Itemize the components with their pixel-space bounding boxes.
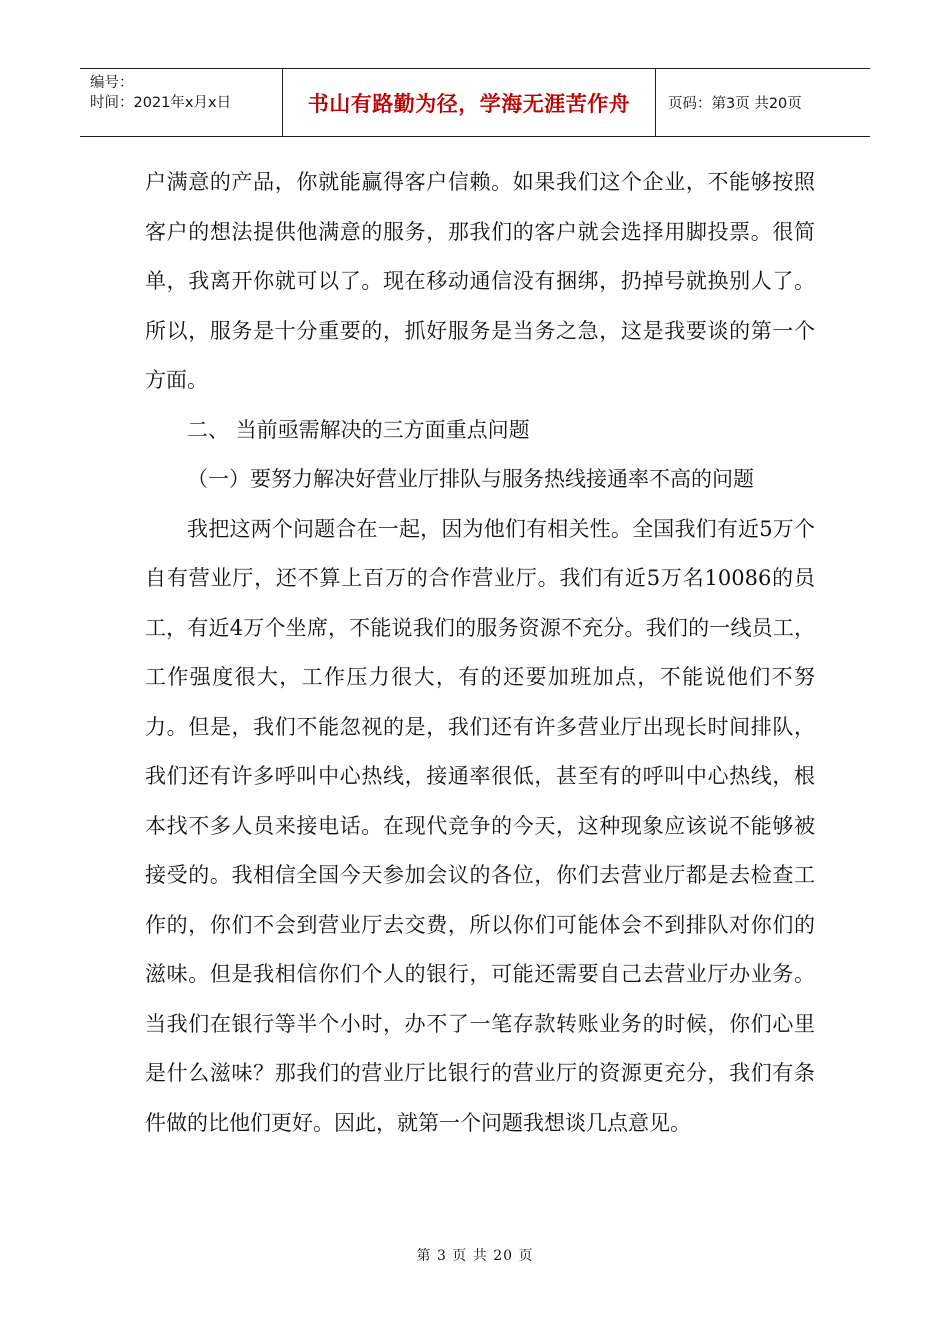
body-paragraph-2: 我把这两个问题合在一起，因为他们有相关性。全国我们有近5万个自有营业厅，还不算上百万的合作营业厅。我们有近5万名10086的员工，有近4万个坐席，不能说我们的服务资源不充分。我们的一线员工，工作强度很大，工作压力很大，有的还要加班加点，不能说他们不努力。但是，我们不能忽视的是，我们还有许多营业厅出现长时间排队，我们还有许多呼叫中心热线，接通率很低，甚至有的呼叫中心热线，根本找不多人员来接电话。在现代竞争的今天，这种现象应该说不能够被接受的。我相信全国今天参加会议的各位，你们去营业厅都是去检查工作的，你们不会到营业厅去交费，所以你们可能体会不到排队对你们的滋味。但是我相信你们个人的银行，可能还需要自己去营业厅办业务。当我们在银行等半个小时，办不了一笔存款转账业务的时候，你们心里是什么滋味？那我们的营业厅比银行的营业厅的资源更充分，我们有条件做的比他们更好。因此，就第一个问题我想谈几点意见。	[145, 516, 815, 1135]
header-motto: 书山有路勤为径，学海无涯苦作舟	[283, 69, 656, 136]
header-meta	[80, 69, 283, 136]
document-body	[145, 158, 815, 1148]
header-page-label: 页码：第3页 共20页	[668, 96, 802, 112]
page-footer: 第 3 页 共 20 页	[416, 1248, 534, 1264]
subsection-heading: （一）要努力解决好营业厅排队与服务热线接通率不高的问题	[187, 467, 754, 491]
body-paragraph-1: 户满意的产品，你就能赢得客户信赖。如果我们这个企业，不能够按照客户的想法提供他满意的服务，那我们的客户就会选择用脚投票。很简单，我离开你就可以了。现在移动通信没有捆绑，扔掉号就换别人了。所以，服务是十分重要的，抓好服务是当务之急，这是我要谈的第一个方面。	[145, 170, 815, 392]
header-date-label: 时间：2021年x月x日	[90, 95, 232, 111]
section-heading: 二、 当前亟需解决的三方面重点问题	[187, 417, 530, 442]
page-header	[80, 68, 870, 137]
header-number-label: 编号：	[90, 75, 134, 91]
